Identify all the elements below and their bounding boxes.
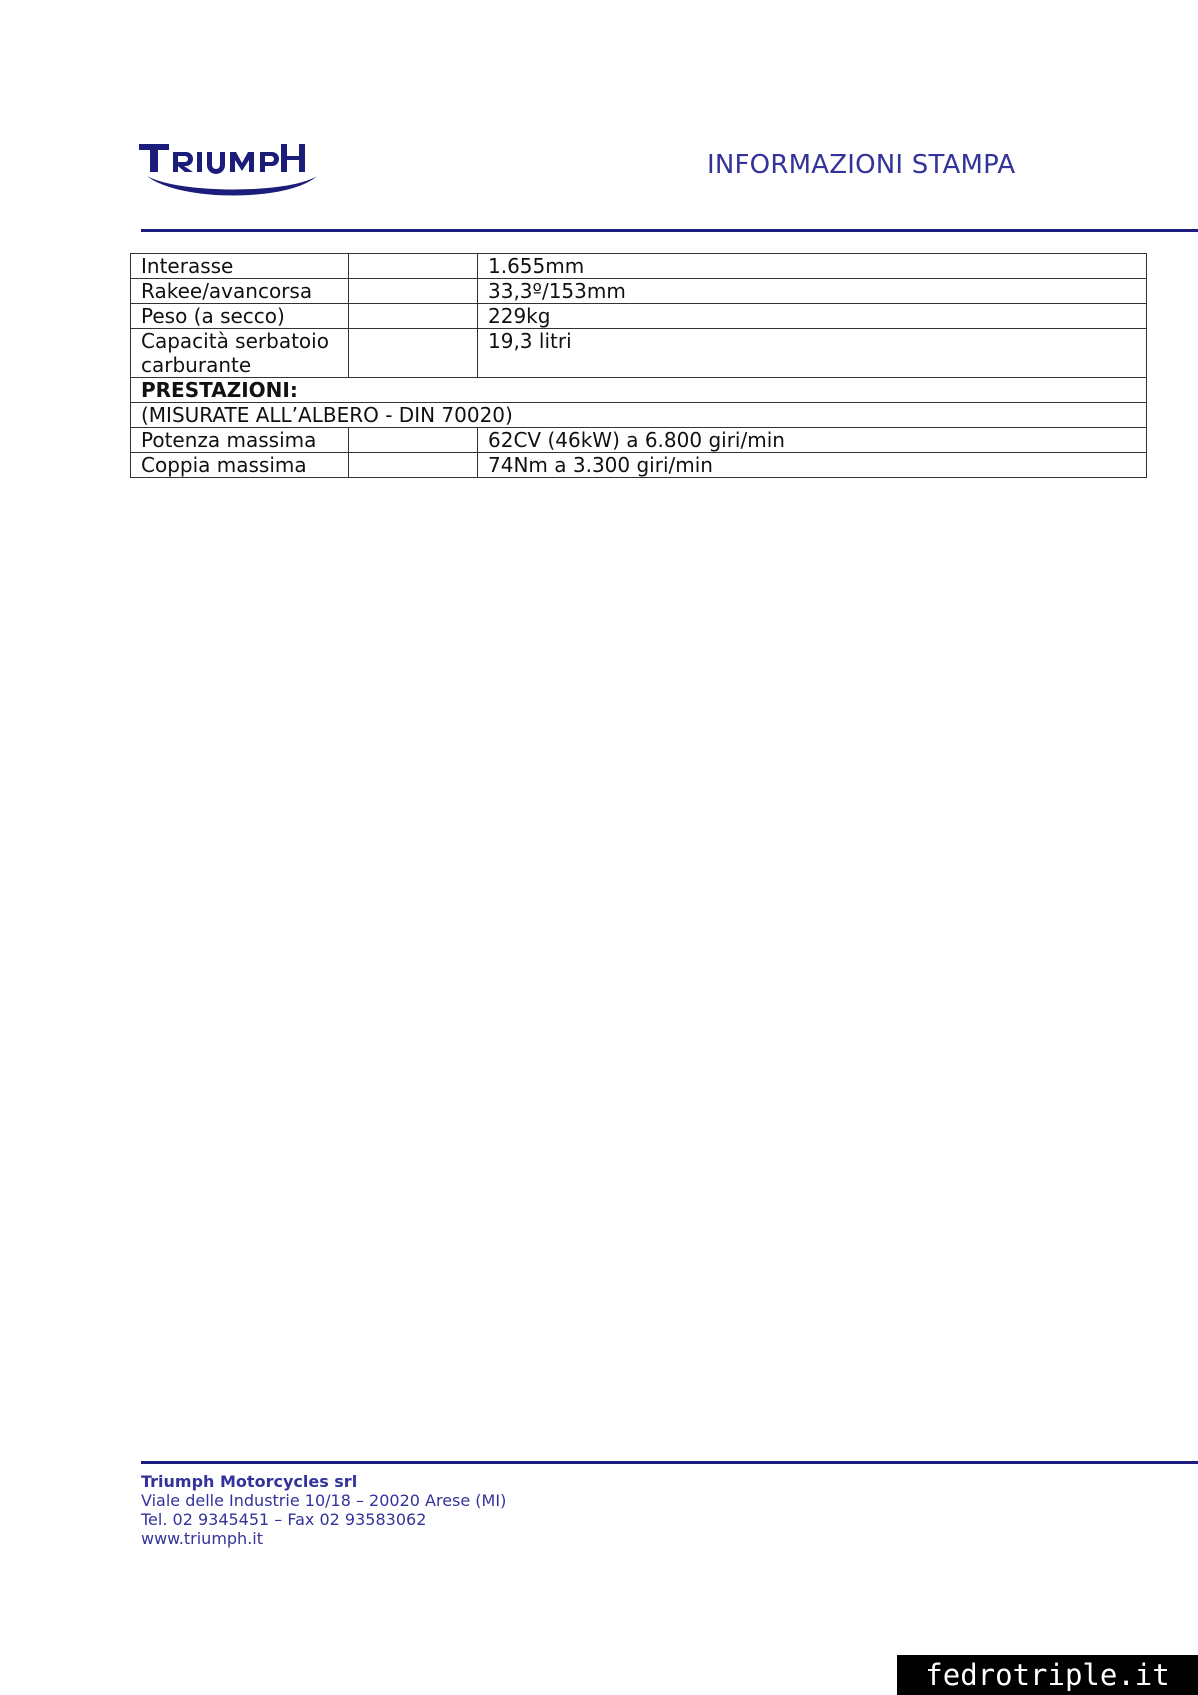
- spec-value: 1.655mm: [478, 254, 1147, 279]
- spec-label: Interasse: [131, 254, 349, 279]
- table-row: [131, 453, 1147, 478]
- spec-middle: [349, 453, 478, 478]
- watermark: fedrotriple.it: [897, 1655, 1198, 1695]
- spec-middle: [349, 279, 478, 304]
- section-note-row: [131, 403, 1147, 428]
- spec-label: Capacità serbatoio carburante: [131, 329, 349, 378]
- spec-middle: [349, 304, 478, 329]
- spec-value: 62CV (46kW) a 6.800 giri/min: [478, 428, 1147, 453]
- table-row: [131, 304, 1147, 329]
- spec-label: Peso (a secco): [131, 304, 349, 329]
- triumph-logo: [139, 132, 335, 200]
- header-rule: [141, 229, 1198, 232]
- spec-middle: [349, 329, 478, 378]
- footer-contact: [141, 1472, 506, 1548]
- section-heading: PRESTAZIONI:: [131, 378, 1147, 403]
- spec-label: Coppia massima: [131, 453, 349, 478]
- spec-label: Rakee/avancorsa: [131, 279, 349, 304]
- footer-company: Triumph Motorcycles srl: [141, 1472, 358, 1491]
- header-title: INFORMAZIONI STAMPA: [707, 150, 1016, 180]
- footer-website: www.triumph.it: [141, 1529, 263, 1548]
- table-row: [131, 329, 1147, 378]
- section-heading-row: [131, 378, 1147, 403]
- spec-value: 19,3 litri: [478, 329, 1147, 378]
- spec-middle: [349, 254, 478, 279]
- table-row: [131, 279, 1147, 304]
- spec-value: 33,3º/153mm: [478, 279, 1147, 304]
- spec-value: 74Nm a 3.300 giri/min: [478, 453, 1147, 478]
- spec-middle: [349, 428, 478, 453]
- table-row: [131, 428, 1147, 453]
- footer-phone: Tel. 02 9345451 – Fax 02 93583062: [141, 1510, 427, 1529]
- section-note: (MISURATE ALL’ALBERO - DIN 70020): [131, 403, 1147, 428]
- footer-address: Viale delle Industrie 10/18 – 20020 Arese (MI): [141, 1491, 507, 1510]
- specifications-table: [130, 253, 1147, 478]
- spec-value: 229kg: [478, 304, 1147, 329]
- footer-rule: [141, 1461, 1198, 1464]
- table-row: [131, 254, 1147, 279]
- spec-label: Potenza massima: [131, 428, 349, 453]
